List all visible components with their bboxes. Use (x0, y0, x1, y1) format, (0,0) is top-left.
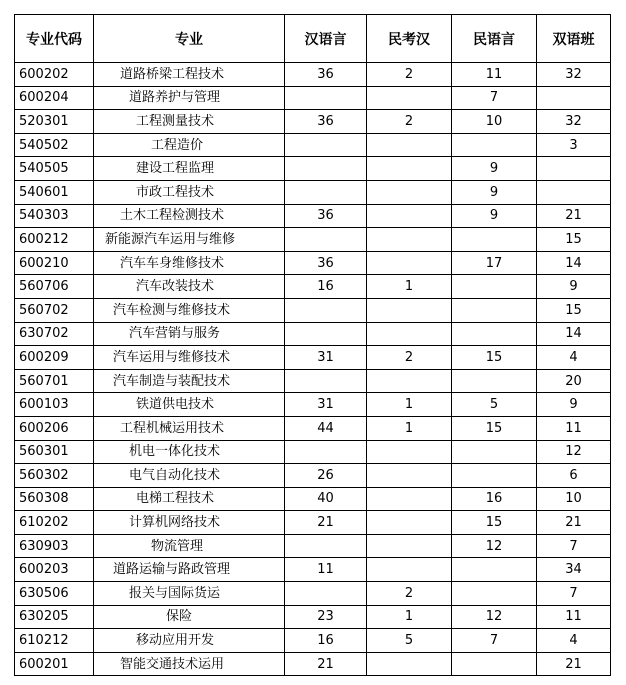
major-name-cell (94, 157, 285, 181)
minkaohan-cell (367, 204, 452, 228)
han-language-cell (285, 133, 367, 157)
bilingual-class-cell: 9 (537, 275, 611, 299)
major-name-cell (94, 322, 285, 346)
han-language-cell (285, 157, 367, 181)
han-language-cell (285, 369, 367, 393)
minority-language-cell: 15 (452, 346, 537, 370)
table-row (15, 298, 611, 322)
minkaohan-cell (367, 228, 452, 252)
minkaohan-cell (367, 534, 452, 558)
minority-language-cell (452, 298, 537, 322)
table-row (15, 629, 611, 653)
major-name-cell (94, 298, 285, 322)
minkaohan-cell (367, 652, 452, 676)
major-name-cell (94, 393, 285, 417)
major-name-text: 智能交通技术运用 (120, 656, 225, 672)
minority-language-cell: 12 (452, 605, 537, 629)
bilingual-class-cell: 32 (537, 63, 611, 87)
table-row (15, 346, 611, 370)
enrollment-table-container (14, 14, 611, 676)
major-code-cell: 600201 (15, 652, 94, 676)
major-name-cell (94, 440, 285, 464)
major-name-cell (94, 86, 285, 110)
table-row (15, 275, 611, 299)
table-row (15, 180, 611, 204)
major-name-text: 机电一体化技术 (129, 444, 221, 460)
major-name-text: 计算机网络技术 (129, 515, 221, 531)
minority-language-cell (452, 275, 537, 299)
minkaohan-cell: 1 (367, 275, 452, 299)
major-name-text: 汽车车身维修技术 (120, 255, 225, 271)
han-language-cell (285, 298, 367, 322)
major-name-cell (94, 652, 285, 676)
table-row (15, 251, 611, 275)
han-language-cell: 16 (285, 275, 367, 299)
major-name-cell (94, 228, 285, 252)
major-name-cell (94, 204, 285, 228)
han-language-cell: 40 (285, 487, 367, 511)
major-code-cell: 540601 (15, 180, 94, 204)
bilingual-class-cell: 6 (537, 464, 611, 488)
minkaohan-cell (367, 180, 452, 204)
major-name-text: 汽车营销与服务 (129, 326, 221, 342)
minkaohan-cell: 2 (367, 582, 452, 606)
table-row (15, 440, 611, 464)
minkaohan-cell (367, 322, 452, 346)
minkaohan-cell (367, 440, 452, 464)
major-code-cell: 560701 (15, 369, 94, 393)
major-code-cell: 610202 (15, 511, 94, 535)
major-code-cell: 540303 (15, 204, 94, 228)
bilingual-class-cell: 15 (537, 228, 611, 252)
table-row (15, 157, 611, 181)
header-minority-language: 民语言 (452, 15, 537, 63)
major-name-text: 汽车制造与装配技术 (113, 373, 231, 389)
table-row (15, 322, 611, 346)
major-name-text: 汽车运用与维修技术 (113, 349, 231, 365)
table-row (15, 487, 611, 511)
minority-language-cell (452, 133, 537, 157)
major-code-cell: 600206 (15, 416, 94, 440)
bilingual-class-cell: 34 (537, 558, 611, 582)
table-header-row (15, 15, 611, 63)
major-name-cell (94, 558, 285, 582)
minority-language-cell: 17 (452, 251, 537, 275)
major-name-text: 物流管理 (151, 538, 204, 554)
minkaohan-cell (367, 464, 452, 488)
minority-language-cell: 9 (452, 157, 537, 181)
bilingual-class-cell: 20 (537, 369, 611, 393)
major-code-cell: 610212 (15, 629, 94, 653)
bilingual-class-cell: 3 (537, 133, 611, 157)
major-name-cell (94, 582, 285, 606)
han-language-cell (285, 582, 367, 606)
major-code-cell: 630702 (15, 322, 94, 346)
major-name-text: 铁道供电技术 (136, 397, 215, 413)
minority-language-cell (452, 464, 537, 488)
minkaohan-cell (367, 511, 452, 535)
han-language-cell: 36 (285, 110, 367, 134)
minkaohan-cell: 1 (367, 605, 452, 629)
major-code-cell: 600202 (15, 63, 94, 87)
major-name-cell (94, 63, 285, 87)
minkaohan-cell (367, 487, 452, 511)
major-code-cell: 630506 (15, 582, 94, 606)
han-language-cell: 36 (285, 251, 367, 275)
minority-language-cell: 5 (452, 393, 537, 417)
major-code-cell: 540502 (15, 133, 94, 157)
major-name-text: 市政工程技术 (136, 184, 215, 200)
bilingual-class-cell: 21 (537, 652, 611, 676)
major-name-text: 报关与国际货运 (129, 585, 221, 601)
han-language-cell: 11 (285, 558, 367, 582)
minkaohan-cell (367, 157, 452, 181)
major-name-text: 土木工程检测技术 (120, 208, 225, 224)
table-row (15, 204, 611, 228)
han-language-cell (285, 86, 367, 110)
minority-language-cell (452, 652, 537, 676)
han-language-cell: 21 (285, 652, 367, 676)
minority-language-cell (452, 228, 537, 252)
major-name-cell (94, 464, 285, 488)
han-language-cell: 31 (285, 393, 367, 417)
minkaohan-cell (367, 558, 452, 582)
bilingual-class-cell (537, 157, 611, 181)
bilingual-class-cell: 4 (537, 346, 611, 370)
header-minkaohan: 民考汉 (367, 15, 452, 63)
major-name-text: 新能源汽车运用与维修 (105, 231, 236, 247)
table-row (15, 652, 611, 676)
bilingual-class-cell: 11 (537, 605, 611, 629)
minkaohan-cell: 2 (367, 346, 452, 370)
major-code-cell: 560702 (15, 298, 94, 322)
major-name-cell (94, 605, 285, 629)
major-name-text: 道路运输与路政管理 (113, 562, 231, 578)
major-name-text: 道路养护与管理 (129, 90, 221, 106)
minority-language-cell (452, 322, 537, 346)
major-name-text: 工程造价 (151, 137, 204, 153)
major-code-cell: 560301 (15, 440, 94, 464)
han-language-cell: 44 (285, 416, 367, 440)
bilingual-class-cell: 32 (537, 110, 611, 134)
han-language-cell: 16 (285, 629, 367, 653)
han-language-cell (285, 534, 367, 558)
bilingual-class-cell: 21 (537, 511, 611, 535)
minority-language-cell (452, 369, 537, 393)
major-name-text: 保险 (166, 609, 193, 625)
minkaohan-cell (367, 251, 452, 275)
bilingual-class-cell: 14 (537, 322, 611, 346)
bilingual-class-cell: 14 (537, 251, 611, 275)
table-row (15, 416, 611, 440)
major-name-cell (94, 369, 285, 393)
table-row (15, 110, 611, 134)
major-code-cell: 560302 (15, 464, 94, 488)
major-name-cell (94, 110, 285, 134)
bilingual-class-cell: 4 (537, 629, 611, 653)
major-name-cell (94, 487, 285, 511)
table-row (15, 464, 611, 488)
header-major: 专业 (94, 15, 285, 63)
table-row (15, 369, 611, 393)
header-bilingual-class: 双语班 (537, 15, 611, 63)
major-name-text: 电梯工程技术 (136, 491, 215, 507)
han-language-cell (285, 440, 367, 464)
major-code-cell: 560308 (15, 487, 94, 511)
major-code-cell: 600210 (15, 251, 94, 275)
minority-language-cell: 7 (452, 86, 537, 110)
minority-language-cell: 16 (452, 487, 537, 511)
bilingual-class-cell: 7 (537, 582, 611, 606)
han-language-cell (285, 322, 367, 346)
header-han-language: 汉语言 (285, 15, 367, 63)
table-row (15, 133, 611, 157)
minority-language-cell: 9 (452, 204, 537, 228)
table-row (15, 228, 611, 252)
major-name-text: 工程测量技术 (136, 113, 215, 129)
table-row (15, 582, 611, 606)
major-code-cell: 560706 (15, 275, 94, 299)
major-name-text: 电气自动化技术 (129, 467, 221, 483)
minkaohan-cell: 1 (367, 416, 452, 440)
bilingual-class-cell: 10 (537, 487, 611, 511)
major-name-cell (94, 629, 285, 653)
major-name-text: 汽车检测与维修技术 (113, 302, 231, 318)
major-code-cell: 630903 (15, 534, 94, 558)
major-code-cell: 630205 (15, 605, 94, 629)
major-code-cell: 540505 (15, 157, 94, 181)
major-name-cell (94, 275, 285, 299)
major-name-text: 道路桥梁工程技术 (120, 66, 225, 82)
major-code-cell: 600212 (15, 228, 94, 252)
han-language-cell (285, 228, 367, 252)
han-language-cell: 23 (285, 605, 367, 629)
table-row (15, 511, 611, 535)
minority-language-cell: 11 (452, 63, 537, 87)
han-language-cell (285, 180, 367, 204)
minkaohan-cell (367, 133, 452, 157)
major-name-text: 汽车改装技术 (136, 279, 215, 295)
minkaohan-cell (367, 369, 452, 393)
han-language-cell: 26 (285, 464, 367, 488)
major-name-cell (94, 511, 285, 535)
han-language-cell: 21 (285, 511, 367, 535)
minority-language-cell: 15 (452, 511, 537, 535)
minority-language-cell (452, 582, 537, 606)
table-row (15, 605, 611, 629)
minkaohan-cell (367, 86, 452, 110)
bilingual-class-cell: 15 (537, 298, 611, 322)
major-name-cell (94, 180, 285, 204)
enrollment-table (14, 14, 611, 676)
major-name-cell (94, 251, 285, 275)
header-major-code: 专业代码 (15, 15, 94, 63)
minkaohan-cell: 2 (367, 63, 452, 87)
minority-language-cell: 7 (452, 629, 537, 653)
table-row (15, 86, 611, 110)
bilingual-class-cell: 11 (537, 416, 611, 440)
major-code-cell: 600203 (15, 558, 94, 582)
table-row (15, 393, 611, 417)
table-body (15, 63, 611, 676)
table-row (15, 534, 611, 558)
table-row (15, 63, 611, 87)
minkaohan-cell: 5 (367, 629, 452, 653)
minority-language-cell (452, 440, 537, 464)
major-code-cell: 600103 (15, 393, 94, 417)
major-name-cell (94, 416, 285, 440)
minority-language-cell (452, 558, 537, 582)
major-name-cell (94, 534, 285, 558)
minority-language-cell: 9 (452, 180, 537, 204)
bilingual-class-cell: 7 (537, 534, 611, 558)
minority-language-cell: 15 (452, 416, 537, 440)
minkaohan-cell: 2 (367, 110, 452, 134)
bilingual-class-cell (537, 180, 611, 204)
han-language-cell: 31 (285, 346, 367, 370)
bilingual-class-cell: 21 (537, 204, 611, 228)
major-name-text: 移动应用开发 (136, 633, 215, 649)
major-name-cell (94, 346, 285, 370)
major-code-cell: 600209 (15, 346, 94, 370)
bilingual-class-cell: 9 (537, 393, 611, 417)
major-name-cell (94, 133, 285, 157)
major-code-cell: 520301 (15, 110, 94, 134)
bilingual-class-cell (537, 86, 611, 110)
minkaohan-cell (367, 298, 452, 322)
bilingual-class-cell: 12 (537, 440, 611, 464)
major-name-text: 工程机械运用技术 (120, 420, 225, 436)
han-language-cell: 36 (285, 204, 367, 228)
minority-language-cell: 10 (452, 110, 537, 134)
minkaohan-cell: 1 (367, 393, 452, 417)
han-language-cell: 36 (285, 63, 367, 87)
major-name-text: 建设工程监理 (136, 161, 215, 177)
major-code-cell: 600204 (15, 86, 94, 110)
minority-language-cell: 12 (452, 534, 537, 558)
table-row (15, 558, 611, 582)
